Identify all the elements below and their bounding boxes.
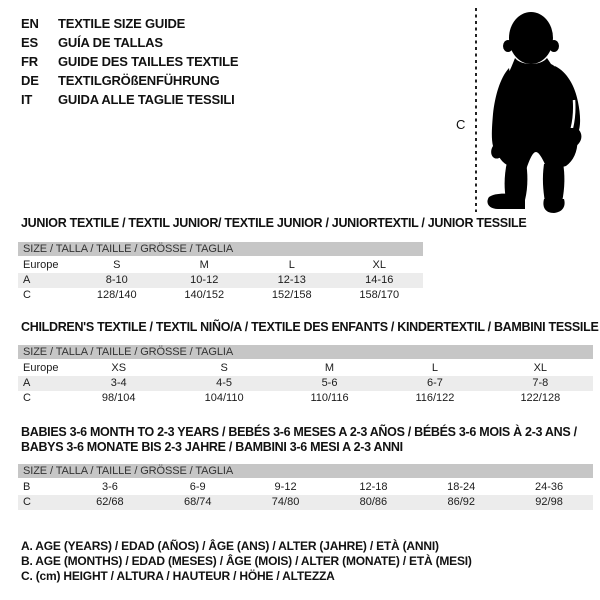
table-row-age-months [18,480,593,495]
size-cell: XL [533,362,548,374]
baby-silhouette-shape [487,12,581,213]
size-cell: S [220,362,228,374]
height-cell: 62/68 [96,496,124,508]
guide-title-fr: GUIDE DES TAILLES TEXTILE [58,54,239,69]
height-cell: 74/80 [271,496,300,508]
height-cell: 68/74 [183,496,212,508]
language-row-es [21,33,238,52]
age-cell: 18-24 [447,481,476,493]
legend-height-cm: C. (cm) HEIGHT / ALTURA / HAUTEUR / HÖHE / ALTEZZA [21,569,335,583]
language-title-list [21,14,238,109]
height-cell: 110/116 [310,392,349,404]
language-row-it [21,90,238,109]
age-cell: 12-13 [277,274,306,286]
age-cell: 12-18 [359,481,388,493]
height-cell: 98/104 [101,392,136,404]
size-header-bar: SIZE / TALLA / TAILLE / GRÖSSE / TAGLIA [18,464,593,478]
guide-title-es: GUÍA DE TALLAS [58,35,163,50]
table-row-height [18,495,593,510]
age-cell: 6-7 [426,377,443,389]
guide-title-it: GUIDA ALLE TAGLIE TESSILI [58,92,235,107]
guide-title-en: TEXTILE SIZE GUIDE [58,16,186,31]
row-label: C [23,289,31,301]
height-cell: 116/122 [415,392,455,404]
size-cell: L [288,259,295,271]
junior-size-table [18,242,423,303]
language-code: FR [21,54,38,69]
age-cell: 9-12 [274,481,297,493]
size-header-bar: SIZE / TALLA / TAILLE / GRÖSSE / TAGLIA [18,242,423,256]
language-row-de [21,71,238,90]
height-cell: 128/140 [96,289,137,301]
language-code: EN [21,16,39,31]
table-row-height [18,288,423,303]
babies-size-table [18,464,593,510]
language-row-en [21,14,238,33]
children-section-title: CHILDREN'S TEXTILE / TEXTIL NIÑO/A / TEXTILE DES ENFANTS / KINDERTEXTIL / BAMBINI TESSILE [21,320,599,334]
age-cell: 3-4 [110,377,127,389]
height-cell: 158/170 [359,289,400,301]
language-code: DE [21,73,39,88]
children-size-table [18,345,593,406]
size-header-bar: SIZE / TALLA / TAILLE / GRÖSSE / TAGLIA [18,345,593,359]
legend-age-years: A. AGE (YEARS) / EDAD (AÑOS) / ÂGE (ANS) / ALTER (JAHRE) / ETÀ (ANNI) [21,539,439,553]
size-cell: M [324,362,335,374]
legend-age-months: B. AGE (MONTHS) / EDAD (MESES) / ÂGE (MOIS) / ALTER (MONATE) / ETÀ (MESI) [21,554,472,568]
age-cell: 24-36 [534,481,564,493]
language-code: IT [21,92,33,107]
height-cell: 122/128 [520,392,561,404]
height-measure-figure [448,4,598,216]
row-label: Europe [23,259,59,271]
age-cell: 10-12 [190,274,219,286]
age-cell: 3-6 [101,481,118,493]
row-label: C [23,496,31,508]
age-cell: 4-5 [216,377,233,389]
table-row-age [18,376,593,391]
height-cell: 80/86 [359,496,388,508]
babies-section-title-line2: BABYS 3-6 MONATE BIS 2-3 JAHRE / BAMBINI 3-6 MESI A 2-3 ANNI [21,440,403,454]
measure-legend [21,539,472,584]
babies-section-title-line1: BABIES 3-6 MONTH TO 2-3 YEARS / BEBÉS 3-6 MESES A 2-3 AÑOS / BÉBÉS 3-6 MOIS À 2-3 ANS / [21,425,577,439]
age-cell: 6-9 [189,481,206,493]
height-cell: 152/158 [271,289,312,301]
table-row-height [18,391,593,406]
table-row-europe [18,258,423,273]
table-row-age [18,273,423,288]
size-cell: L [431,362,438,374]
height-cell: 92/98 [535,496,563,508]
measure-label-c: C [456,117,466,132]
guide-title-de: TEXTILGRÖßENFÜHRUNG [58,73,220,88]
row-label: Europe [23,362,59,374]
age-cell: 5-6 [321,377,338,389]
language-code: ES [21,35,38,50]
age-cell: 14-16 [365,274,394,286]
size-cell: XS [111,362,127,374]
junior-section-title: JUNIOR TEXTILE / TEXTIL JUNIOR/ TEXTILE JUNIOR / JUNIORTEXTIL / JUNIOR TESSILE [21,216,527,230]
size-cell: M [199,259,209,271]
row-label: A [23,377,31,389]
language-row-fr [21,52,238,71]
height-cell: 104/110 [204,392,244,404]
size-cell: XL [372,259,386,271]
row-label: B [23,481,31,493]
age-cell: 7-8 [532,377,549,389]
height-cell: 140/152 [184,289,225,301]
baby-silhouette-icon [448,4,598,216]
size-cell: S [113,259,121,271]
row-label: A [23,274,31,286]
height-cell: 86/92 [447,496,475,508]
table-row-europe [18,361,593,376]
row-label: C [23,392,31,404]
age-cell: 8-10 [105,274,128,286]
